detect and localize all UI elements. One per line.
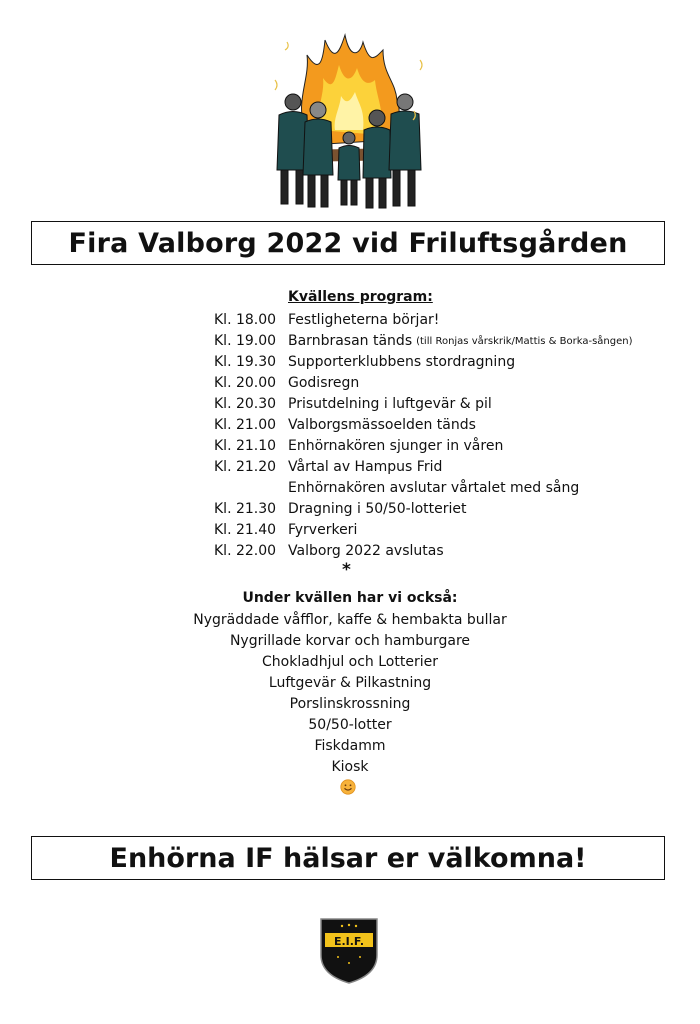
program-list	[214, 310, 633, 562]
program-item: Enhörnakören avslutar vårtalet med sång	[288, 480, 580, 496]
program-item: Kl. 18.00 Festligheterna börjar!	[214, 312, 440, 328]
program-note: (till Ronjas vårskrik/Mattis & Borka-sången)	[416, 336, 633, 347]
program-item: Kl. 21.20 Vårtal av Hampus Frid	[214, 459, 443, 475]
program-item: Kl. 19.30 Supporterklubbens stordragning	[214, 354, 516, 370]
list-item: Chokladhjul och Lotterier	[262, 654, 438, 670]
list-item: Nygräddade våfflor, kaffe & hembakta bullar	[193, 612, 507, 628]
program-item: Kl. 21.40 Fyrverkeri	[214, 522, 358, 538]
program-item: Kl. 22.00 Valborg 2022 avslutas	[214, 543, 444, 559]
program-item: Kl. 19.00 Barnbrasan tänds (till Ronjas vårskrik/Mattis & Borka-sången)	[214, 331, 633, 352]
welcome-box	[31, 836, 665, 880]
program-heading: Kvällens program:	[288, 289, 433, 305]
list-item: Luftgevär & Pilkastning	[268, 675, 432, 691]
list-item: Kiosk	[331, 759, 369, 775]
svg-text:E.I.F.: E.I.F.	[333, 935, 365, 948]
program-item: Kl. 21.10 Enhörnakören sjunger in våren	[214, 438, 504, 454]
welcome-text: Enhörna IF hälsar er välkomna!	[109, 842, 587, 874]
program-item: Kl. 20.00 Godisregn	[214, 375, 360, 391]
separator-star: *	[342, 560, 351, 580]
title-box	[31, 221, 665, 265]
program-item: Kl. 20.30 Prisutdelning i luftgevär & pil	[214, 396, 492, 412]
bonfire-illustration-icon	[265, 30, 435, 215]
page-title: Fira Valborg 2022 vid Friluftsgården	[68, 227, 628, 259]
also-list	[0, 610, 700, 778]
smiley-icon	[340, 779, 356, 795]
program-item: Kl. 21.30 Dragning i 50/50-lotteriet	[214, 501, 467, 517]
eif-logo-icon	[318, 915, 380, 985]
list-item: 50/50-lotter	[308, 717, 392, 733]
list-item: Nygrillade korvar och hamburgare	[229, 633, 471, 649]
list-item: Fiskdamm	[314, 738, 386, 754]
also-heading: Under kvällen har vi också:	[242, 590, 458, 606]
program-item: Kl. 21.00 Valborgsmässoelden tänds	[214, 417, 476, 433]
list-item: Porslinskrossning	[289, 696, 411, 712]
